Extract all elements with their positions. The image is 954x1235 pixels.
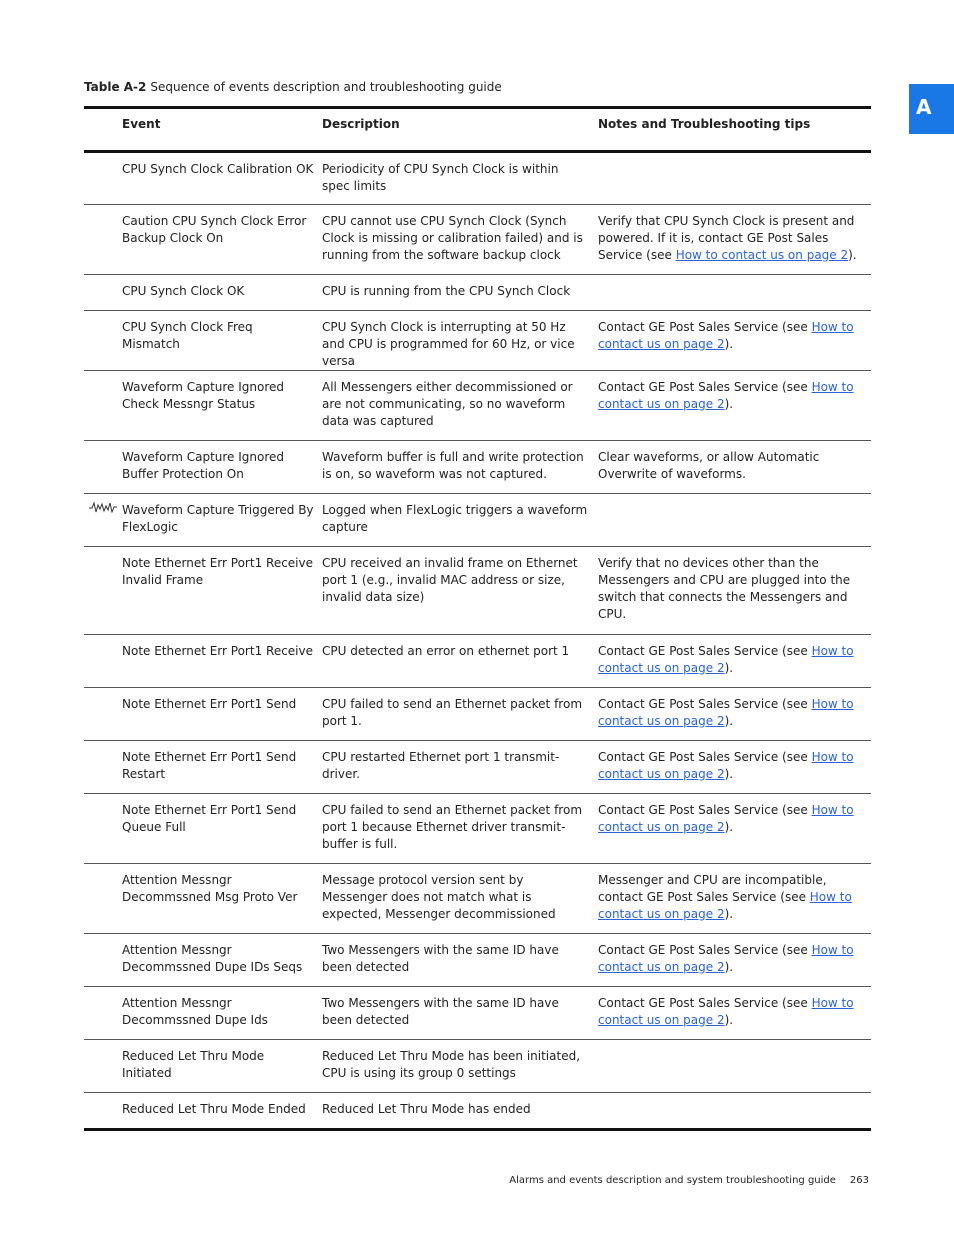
- table-caption-text: Sequence of events description and troubleshooting guide: [150, 80, 502, 94]
- event-text: Attention Messngr Decommssned Dupe Ids: [122, 996, 268, 1027]
- waveform-icon: [89, 501, 117, 513]
- event-text: CPU Synch Clock Calibration OK: [122, 162, 314, 176]
- table-row: [84, 987, 871, 1040]
- notes-suffix: ).: [724, 714, 734, 728]
- event-cell: [84, 311, 322, 371]
- contact-us-link[interactable]: How to contact us on page 2: [598, 697, 854, 728]
- notes-text: Contact GE Post Sales Service (see: [598, 380, 812, 394]
- event-cell: [84, 371, 322, 441]
- notes-suffix: ).: [848, 248, 857, 262]
- description-cell: CPU failed to send an Ethernet packet from port 1 because Ethernet driver transmit-buffer is full.: [322, 794, 598, 864]
- event-cell: [84, 794, 322, 864]
- table-row: [84, 275, 871, 311]
- table-row: [84, 934, 871, 987]
- notes-text: Contact GE Post Sales Service (see: [598, 803, 812, 817]
- contact-us-link[interactable]: How to contact us on page 2: [598, 320, 854, 351]
- table-row: [84, 741, 871, 794]
- table-row: [84, 688, 871, 741]
- notes-text: Messenger and CPU are incompatible, contact GE Post Sales Service (see: [598, 873, 827, 904]
- notes-text: Verify that CPU Synch Clock is present and powered. If it is, contact GE Post Sales Service (see: [598, 214, 855, 262]
- notes-cell: [598, 547, 871, 635]
- appendix-tab-letter: A: [916, 95, 932, 119]
- notes-text: Contact GE Post Sales Service (see: [598, 697, 812, 711]
- header-notes: Notes and Troubleshooting tips: [598, 108, 871, 152]
- notes-cell: [598, 441, 871, 494]
- appendix-tab: [909, 84, 954, 134]
- event-cell: [84, 152, 322, 205]
- table-row: [84, 311, 871, 371]
- event-text: Note Ethernet Err Port1 Send Queue Full: [122, 803, 297, 834]
- description-cell: Two Messengers with the same ID have been detected: [322, 934, 598, 987]
- description-cell: Waveform buffer is full and write protection is on, so waveform was not captured.: [322, 441, 598, 494]
- event-cell: [84, 864, 322, 934]
- notes-cell: [598, 794, 871, 864]
- notes-cell: [598, 1093, 871, 1130]
- notes-suffix: ).: [724, 337, 734, 351]
- contact-us-link[interactable]: How to contact us on page 2: [598, 644, 854, 675]
- event-text: Reduced Let Thru Mode Ended: [122, 1102, 306, 1116]
- notes-suffix: ).: [724, 397, 734, 411]
- description-cell: CPU Synch Clock is interrupting at 50 Hz and CPU is programmed for 60 Hz, or vice versa: [322, 311, 598, 371]
- description-cell: CPU is running from the CPU Synch Clock: [322, 275, 598, 311]
- description-cell: CPU received an invalid frame on Ethernet port 1 (e.g., invalid MAC address or size, invalid data size): [322, 547, 598, 635]
- table-row: [84, 547, 871, 635]
- notes-cell: [598, 371, 871, 441]
- description-cell: Message protocol version sent by Messenger does not match what is expected, Messenger decommissioned: [322, 864, 598, 934]
- event-cell: [84, 494, 322, 547]
- notes-cell: [598, 494, 871, 547]
- footer-title: Alarms and events description and system troubleshooting guide: [509, 1175, 836, 1186]
- table-row: [84, 371, 871, 441]
- description-cell: CPU failed to send an Ethernet packet from port 1.: [322, 688, 598, 741]
- event-text: CPU Synch Clock OK: [122, 284, 245, 298]
- description-cell: Two Messengers with the same ID have been detected: [322, 987, 598, 1040]
- events-table: [84, 106, 871, 1131]
- notes-text: Clear waveforms, or allow Automatic Overwrite of waveforms.: [598, 450, 820, 481]
- event-text: Reduced Let Thru Mode Initiated: [122, 1049, 265, 1080]
- notes-suffix: ).: [724, 820, 734, 834]
- contact-us-link[interactable]: How to contact us on page 2: [598, 943, 854, 974]
- event-text: CPU Synch Clock Freq Mismatch: [122, 320, 253, 351]
- header-event: Event: [84, 108, 322, 152]
- event-cell: [84, 1093, 322, 1130]
- description-cell: CPU restarted Ethernet port 1 transmit-driver.: [322, 741, 598, 794]
- table-row: [84, 1040, 871, 1093]
- description-cell: Logged when FlexLogic triggers a waveform capture: [322, 494, 598, 547]
- event-text: Note Ethernet Err Port1 Receive Invalid Frame: [122, 556, 313, 587]
- notes-cell: [598, 741, 871, 794]
- event-text: Note Ethernet Err Port1 Send Restart: [122, 750, 297, 781]
- contact-us-link[interactable]: How to contact us on page 2: [598, 890, 852, 921]
- header-description: Description: [322, 108, 598, 152]
- table-row: [84, 152, 871, 205]
- notes-suffix: ).: [724, 907, 734, 921]
- table-caption-label: Table A-2: [84, 80, 147, 94]
- contact-us-link[interactable]: How to contact us on page 2: [598, 996, 854, 1027]
- notes-cell: [598, 688, 871, 741]
- contact-us-link[interactable]: How to contact us on page 2: [598, 803, 854, 834]
- table-row: [84, 205, 871, 275]
- event-cell: [84, 934, 322, 987]
- contact-us-link[interactable]: How to contact us on page 2: [675, 248, 849, 262]
- notes-cell: [598, 635, 871, 688]
- contact-us-link[interactable]: How to contact us on page 2: [598, 380, 854, 411]
- notes-suffix: ).: [724, 767, 734, 781]
- event-cell: [84, 205, 322, 275]
- event-cell: [84, 688, 322, 741]
- table-row: [84, 864, 871, 934]
- event-text: Note Ethernet Err Port1 Send: [122, 697, 297, 711]
- notes-text: Contact GE Post Sales Service (see: [598, 750, 812, 764]
- event-text: Note Ethernet Err Port1 Receive: [122, 644, 313, 658]
- table-row: [84, 635, 871, 688]
- contact-us-link[interactable]: How to contact us on page 2: [598, 750, 854, 781]
- notes-cell: [598, 311, 871, 371]
- description-cell: Reduced Let Thru Mode has been initiated, CPU is using its group 0 settings: [322, 1040, 598, 1093]
- notes-cell: [598, 934, 871, 987]
- page-number: 263: [849, 1175, 869, 1186]
- notes-cell: [598, 205, 871, 275]
- event-cell: [84, 1040, 322, 1093]
- notes-text: Contact GE Post Sales Service (see: [598, 320, 812, 334]
- notes-text: Verify that no devices other than the Messengers and CPU are plugged into the switch that connects the Messengers and CPU.: [598, 556, 851, 621]
- event-text: Waveform Capture Triggered By FlexLogic: [122, 503, 314, 534]
- table-row: [84, 794, 871, 864]
- notes-cell: [598, 987, 871, 1040]
- notes-text: Contact GE Post Sales Service (see: [598, 943, 812, 957]
- page-footer: [509, 1175, 869, 1186]
- notes-cell: [598, 1040, 871, 1093]
- event-text: Waveform Capture Ignored Buffer Protection On: [122, 450, 285, 481]
- event-text: Waveform Capture Ignored Check Messngr Status: [122, 380, 285, 411]
- event-cell: [84, 987, 322, 1040]
- event-cell: [84, 547, 322, 635]
- table-caption: [84, 80, 502, 94]
- event-cell: [84, 635, 322, 688]
- table-row: [84, 1093, 871, 1130]
- description-cell: Reduced Let Thru Mode has ended: [322, 1093, 598, 1130]
- description-cell: CPU detected an error on ethernet port 1: [322, 635, 598, 688]
- event-cell: [84, 275, 322, 311]
- description-cell: Periodicity of CPU Synch Clock is within spec limits: [322, 152, 598, 205]
- table-row: [84, 441, 871, 494]
- notes-suffix: ).: [724, 1013, 734, 1027]
- table-row: [84, 494, 871, 547]
- event-cell: [84, 441, 322, 494]
- event-text: Attention Messngr Decommssned Dupe IDs Seqs: [122, 943, 303, 974]
- event-cell: [84, 741, 322, 794]
- event-text: Attention Messngr Decommssned Msg Proto Ver: [122, 873, 298, 904]
- table-header-row: [84, 108, 871, 152]
- description-cell: CPU cannot use CPU Synch Clock (Synch Clock is missing or calibration failed) and is running from the software backup clock: [322, 205, 598, 275]
- notes-cell: [598, 864, 871, 934]
- notes-text: Contact GE Post Sales Service (see: [598, 644, 812, 658]
- notes-suffix: ).: [724, 661, 734, 675]
- notes-cell: [598, 152, 871, 205]
- description-cell: All Messengers either decommissioned or are not communicating, so no waveform data was captured: [322, 371, 598, 441]
- notes-text: Contact GE Post Sales Service (see: [598, 996, 812, 1010]
- notes-cell: [598, 275, 871, 311]
- event-text: Caution CPU Synch Clock Error Backup Clock On: [122, 214, 307, 245]
- notes-suffix: ).: [724, 960, 734, 974]
